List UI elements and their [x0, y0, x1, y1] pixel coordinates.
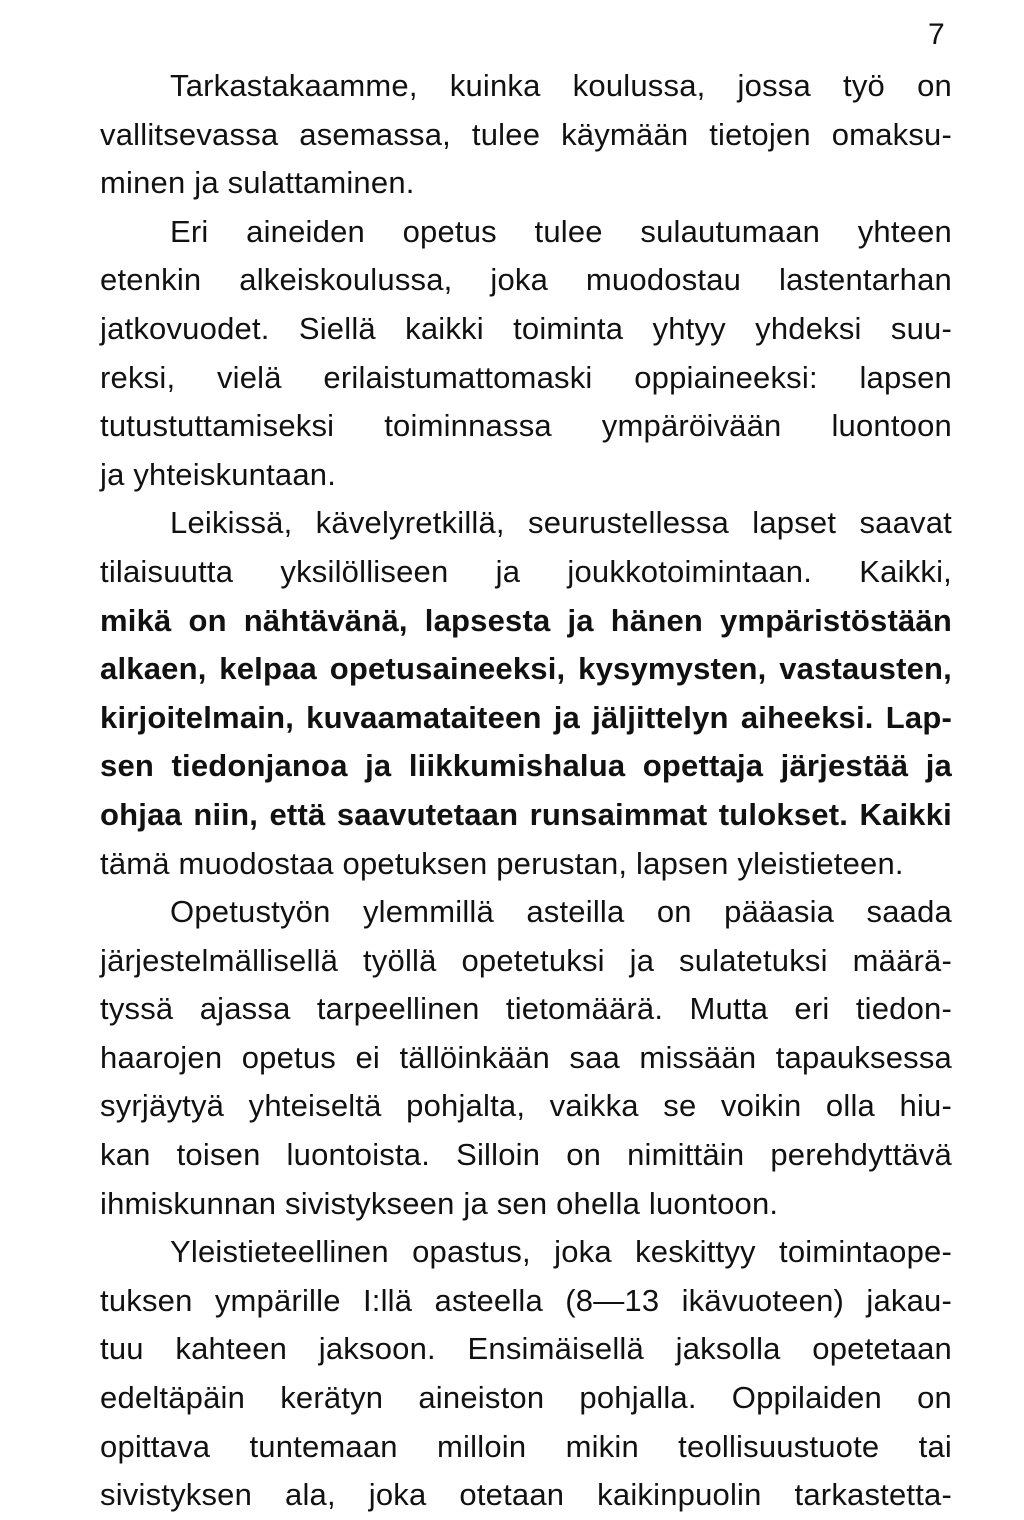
text-line: järjestelmällisellä työllä opetetuksi ja sulatetuksi määrä-	[100, 942, 952, 978]
text-line: Yleistieteellinen opastus, joka keskittyy toimintaope-	[170, 1234, 952, 1270]
text-line: Eri aineiden opetus tulee sulautumaan yhteen	[170, 213, 952, 249]
text-line: jatkovuodet. Siellä kaikki toiminta yhtyy yhdeksi suu-	[100, 310, 952, 346]
text-line: minen ja sulattaminen.	[100, 165, 415, 201]
text-line: sen tiedonjanoa ja liikkumishalua opettaja järjestää ja	[100, 748, 952, 784]
text-line: reksi, vielä erilaistumattomaski oppiaineeksi: lapsen	[100, 359, 952, 395]
text-line: tutustuttamiseksi toiminnassa ympäröivään luontoon	[100, 408, 952, 444]
text-line: ja yhteiskuntaan.	[100, 456, 337, 492]
text-line: tuu kahteen jaksoon. Ensimäisellä jaksolla opetetaan	[100, 1331, 952, 1367]
text-line: opittava tuntemaan milloin mikin teollisuustuote tai	[100, 1428, 952, 1464]
text-line: edeltäpäin kerätyn aineiston pohjalla. Oppilaiden on	[100, 1380, 952, 1416]
text-line: tyssä ajassa tarpeellinen tietomäärä. Mutta eri tiedon-	[100, 991, 952, 1027]
text-line: Opetustyön ylemmillä asteilla on pääasia saada	[170, 894, 952, 930]
page-number: 7	[928, 18, 945, 51]
text-line: ohjaa niin, että saavutetaan runsaimmat tulokset. Kaikki	[100, 796, 952, 832]
text-line: sivistyksen ala, joka otetaan kaikinpuolin tarkastetta-	[100, 1477, 952, 1513]
text-line: vallitsevassa asemassa, tulee käymään tietojen omaksu-	[100, 116, 952, 152]
text-line: Tarkastakaamme, kuinka koulussa, jossa työ on	[170, 68, 952, 103]
text-line: Leikissä, kävelyretkillä, seurustellessa lapset saavat	[170, 505, 952, 541]
text-line: tämä muodostaa opetuksen perustan, lapsen yleistieteen.	[100, 845, 904, 881]
text-line: kirjoitelmain, kuvaamataiteen ja jäljittelyn aiheeksi. Lap-	[100, 699, 952, 735]
text-line: alkaen, kelpaa opetusaineeksi, kysymysten, vastausten,	[100, 651, 952, 687]
text-line: tuksen ympärille I:llä asteella (8—13 ikävuoteen) jakau-	[100, 1282, 952, 1318]
text-line: etenkin alkeiskoulussa, joka muodostau lastentarhan	[100, 262, 952, 298]
text-line: kan toisen luontoista. Silloin on nimittäin perehdyttävä	[100, 1137, 952, 1173]
text-line: tilaisuutta yksilölliseen ja joukkotoimintaan. Kaikki,	[100, 553, 952, 589]
text-line: syrjäytyä yhteiseltä pohjalta, vaikka se voikin olla hiu-	[100, 1088, 952, 1124]
text-line: mikä on nähtävänä, lapsesta ja hänen ympäristöstään	[100, 602, 952, 638]
text-line: ihmiskunnan sivistykseen ja sen ohella luontoon.	[100, 1185, 779, 1221]
text-line: haarojen opetus ei tällöinkään saa missään tapauksessa	[100, 1039, 952, 1075]
body-text	[100, 62, 952, 1520]
